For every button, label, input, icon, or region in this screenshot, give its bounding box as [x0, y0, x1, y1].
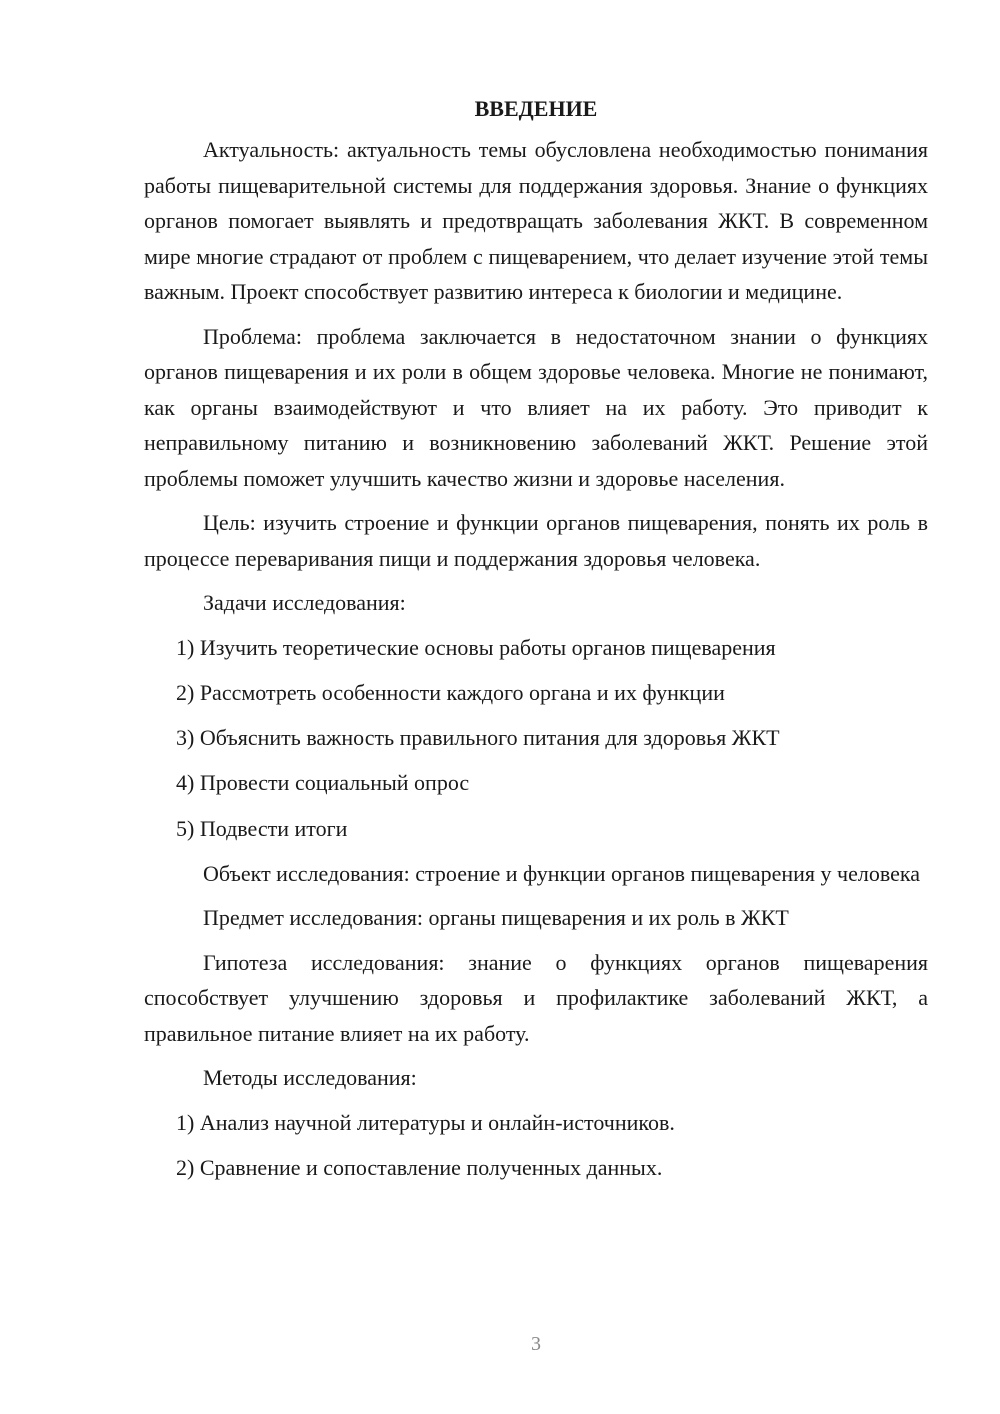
tasks-heading: Задачи исследования:	[203, 590, 406, 615]
page-number: 3	[531, 1333, 541, 1355]
relevance-paragraph: Актуальность: актуальность темы обусловлена необходимостью понимания работы пищеварительной системы для поддержания здоровья. Знание о функциях органов помогает выявлять и предотвращать заболевания ЖКТ. В современном мире многие страдают от проблем с пищеварением, что делает изучение этой темы важным. Проект способствует развитию интереса к биологии и медицине.	[144, 137, 928, 304]
problem-paragraph: Проблема: проблема заключается в недостаточном знании о функциях органов пищеварения и их роли в общем здоровье человека. Многие не понимают, как органы взаимодействуют и что влияет на их работу. Это приводит к неправильному питанию и возникновению заболеваний ЖКТ. Решение этой проблемы поможет улучшить качество жизни и здоровье населения.	[144, 323, 928, 491]
hypothesis-paragraph: Гипотеза исследования: знание о функциях органов пищеварения способствует улучшению здоровья и профилактике заболеваний ЖКТ, а правильное питание влияет на их работу.	[144, 949, 928, 1046]
task-item: 3) Объяснить важность правильного питания для здоровья ЖКТ	[176, 725, 780, 751]
task-item: 5) Подвести итоги	[176, 815, 348, 841]
task-item: 2) Рассмотреть особенности каждого органа и их функции	[176, 679, 725, 705]
section-title: ВВЕДЕНИЕ	[474, 96, 598, 121]
method-item: 2) Сравнение и сопоставление полученных данных.	[176, 1155, 663, 1181]
task-item: 4) Провести социальный опрос	[176, 770, 470, 796]
method-item: 1) Анализ научной литературы и онлайн-источников.	[176, 1109, 675, 1135]
object-paragraph: Объект исследования: строение и функции органов пищеварения у человека	[203, 860, 920, 886]
goal-paragraph: Цель: изучить строение и функции органов пищеварения, понять их роль в процессе переваривания пищи и поддержания здоровья человека.	[144, 510, 928, 571]
task-item: 1) Изучить теоретические основы работы органов пищеварения	[176, 634, 776, 660]
subject-paragraph: Предмет исследования: органы пищеварения и их роль в ЖКТ	[203, 905, 789, 931]
page-content	[144, 95, 928, 1196]
methods-heading: Методы исследования:	[203, 1065, 417, 1091]
